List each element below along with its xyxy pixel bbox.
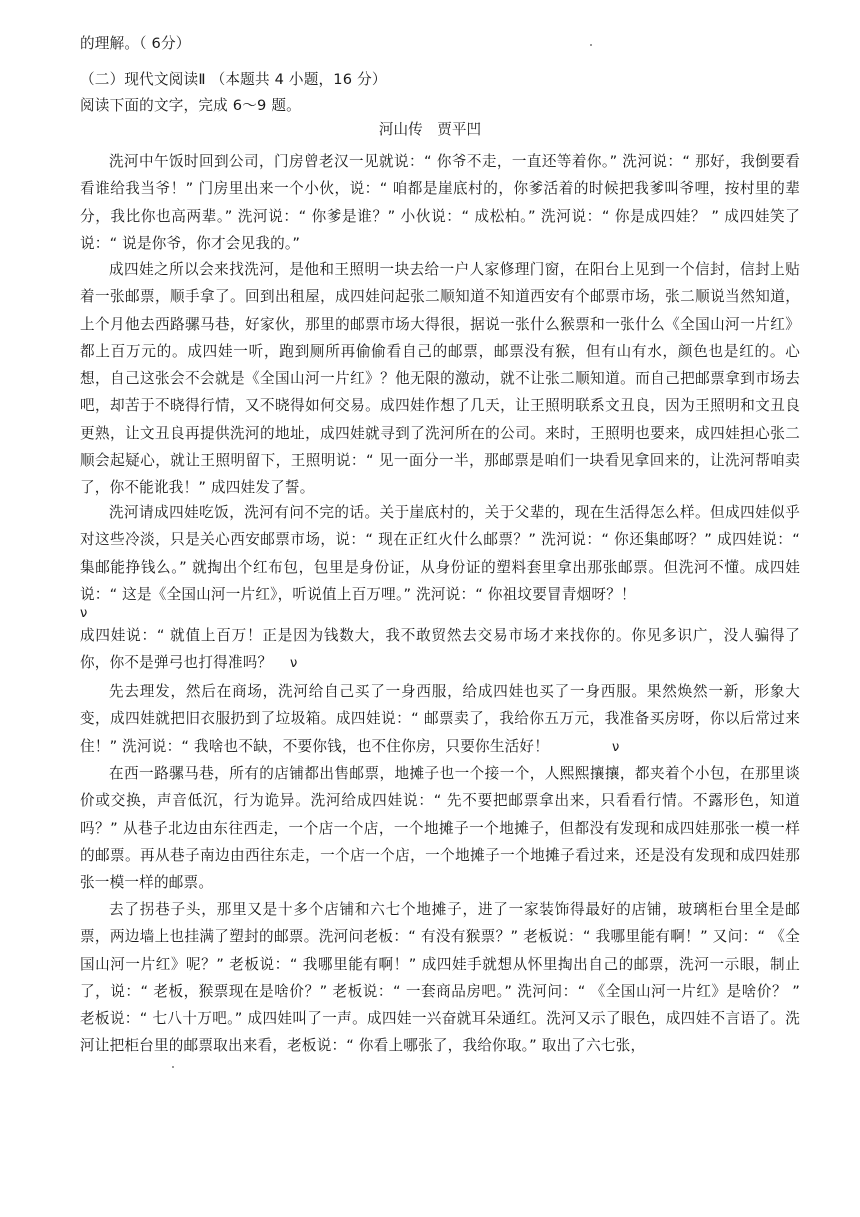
paragraph-6: 在西一路骡马巷，所有的店铺都出售邮票，地摊子也一个接一个，人熙熙攘攘，都夹着个小包，在那里谈价或交换，声音低沉，行为诡异。洗河给成四娃说：“ 先不要把邮票拿出来，只看看行情。不露形色，知道吗？” 从巷子北边由东往西走，一个店一个店，一个地摊子一个地摊子，但都没有发现和成四娃那张一模一样的邮票。再从巷子南边由西往东走，一个店一个店，一个地摊子一个地摊子看过来，还是没有发现和成四娃那张一模一样的邮票。	[80, 765, 800, 892]
scan-speck	[590, 44, 592, 46]
stray-mark: ν	[80, 606, 88, 621]
paragraph-2: 成四娃之所以会来找洗河，是他和王照明一块去给一户人家修理门窗，在阳台上见到一个信封，信封上贴着一张邮票，顺手拿了。回到出租屋，成四娃问起张二顺知道不知道西安有个邮票市场，张二顺说当然知道，上个月他去西路骡马巷，好家伙，那里的邮票市场大得很，据说一张什么猴票和一张什么《全国山河一片红》都上百万元的。成四娃一听，跑到厕所再偷偷看自己的邮票，邮票没有猴，但有山有水，颜色也是红的。心想，自己这张会不会就是《全国山河一片红》？他无限的激动，就不让张二顺知道。而自己把邮票拿到市场去吧，却苦于不晓得行情，又不晓得如何交易。成四娃作想了几天，让王照明联系文丑良，因为王照明和文丑良更熟，让文丑良再提供洗河的地址，成四娃就寻到了洗河所在的公司。来时，王照明也要来，成四娃担心张二顺会起疑心，就让王照明留下，王照明说：“ 见一面分一半，那邮票是咱们一块看见拿回来的，让洗河帮咱卖了，你不能讹我！” 成四娃发了誓。	[80, 261, 800, 497]
paragraph-1: 洗河中午饭时回到公司，门房曾老汉一见就说：“ 你爷不走，一直还等着你。” 洗河说：“ 那好，我倒要看看谁给我当爷！” 门房里出来一个小伙，说：“ 咱都是崖底村的，你爹活着的时候把我爹叫爷哩，按村里的辈分，我比你也高两辈。” 洗河说：“ 你爹是谁？” 小伙说：“ 成松柏。” 洗河说：“ 你是成四娃？ ” 成四娃笑了说：“ 说是你爷，你才会见我的。”	[80, 153, 800, 252]
paragraph-4: 成四娃说：“ 就值上百万！正是因为钱数大，我不敢贸然去交易市场才来找你的。你见多识广，没人骗得了你，你不是弹弓也打得准吗？	[80, 627, 800, 672]
section-heading: （二）现代文阅读Ⅱ （本题共 4 小题，16 分）	[80, 71, 387, 88]
article-title: 河山传 贾平凹	[378, 121, 482, 138]
stray-mark: ν	[612, 740, 620, 755]
paragraph-7: 去了拐巷子头，那里又是十多个店铺和六七个地摊子，进了一家装饰得最好的店铺，玻璃柜台里全是邮票，两边墙上也挂满了塑封的邮票。洗河问老板：“ 有没有猴票？” 老板说：“ 我哪里能有啊！” 又问：“ 《全国山河一片红》呢？” 老板说：“ 我哪里能有啊！” 成四娃手就想从怀里掏出自己的邮票，洗河一示眼，制止了，说：“ 老板，猴票现在是啥价？” 老板说：“ 一套商品房吧。” 洗河问：“ 《全国山河一片红》是啥价？ ” 老板说：“ 七八十万吧。” 成四娃叫了一声。成四娃一兴奋就耳朵通红。洗河又示了眼色，成四娃不言语了。洗河让把柜台里的邮票取出来看，老板说：“ 你看上哪张了，我给你取。” 取出了六七张，	[80, 901, 800, 1055]
paragraph-5: 先去理发，然后在商场，洗河给自己买了一身西服，给成四娃也买了一身西服。果然焕然一新，形象大变，成四娃就把旧衣服扔到了垃圾箱。成四娃说：“ 邮票卖了，我给你五万元，我准备买房呀，你以后常过来住！” 洗河说：“ 我啥也不缺，不要你钱，也不住你房，只要你生活好！	[80, 683, 800, 755]
question-tail-line: 的理解。（ 6分）	[80, 35, 191, 52]
reading-instruction: 阅读下面的文字，完成 6～9 题。	[80, 97, 301, 114]
stray-mark: ν	[290, 656, 298, 671]
paragraph-3: 洗河请成四娃吃饭，洗河有问不完的话。关于崖底村的，关于父辈的，现在生活得怎么样。但成四娃似乎对这些冷淡，只是关心西安邮票市场，说：“ 现在正红火什么邮票？” 洗河说：“ 你还集邮呀？” 成四娃说：“ 集邮能挣钱么。” 就掏出个红布包，包里是身份证，从身份证的塑料套里拿出那张邮票。但洗河不懂。成四娃说：“ 这是《全国山河一片红》，听说值上百万哩。” 洗河说：“ 你祖坟要冒青烟呀？！	[80, 504, 800, 603]
scan-speck	[172, 1066, 174, 1068]
